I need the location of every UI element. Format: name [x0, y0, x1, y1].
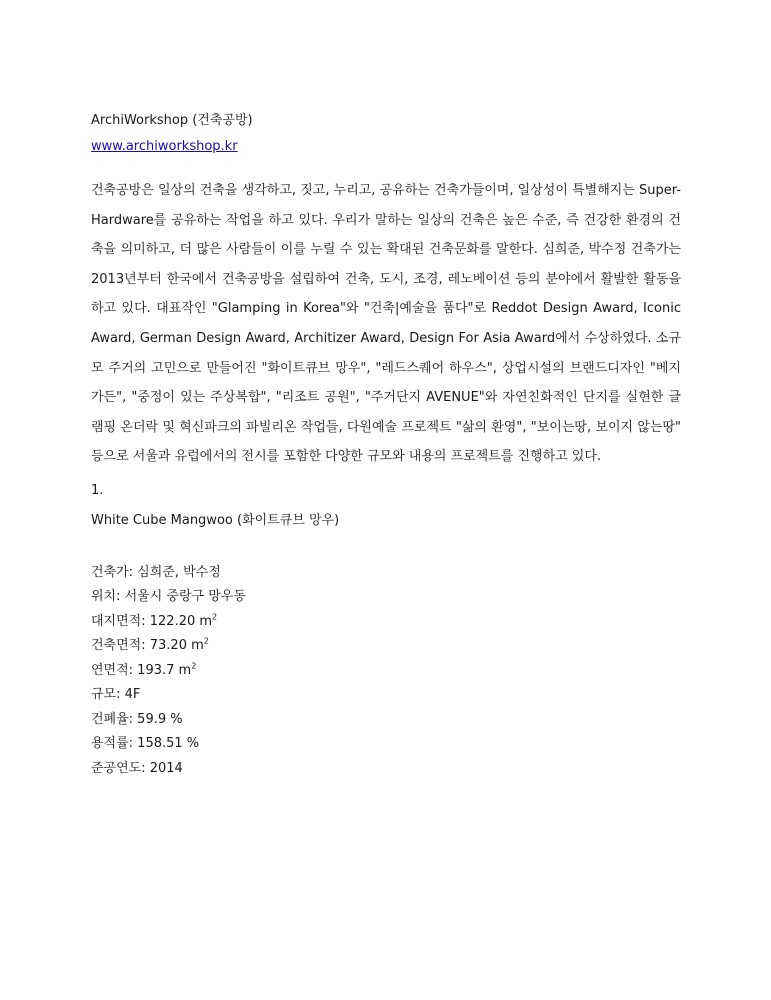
office-title: ArchiWorkshop (건축공방) — [91, 113, 253, 128]
intro-paragraph: 건축공방은 일상의 건축을 생각하고, 짓고, 누리고, 공유하는 건축가들이며, 일상성이 특별해지는 Super-Hardware를 공유하는 작업을 하고 있다. 우리가 말하는 일상의 건축은 높은 수준, 즉 건강한 환경의 건축을 의미하고, 더 많은 사람들이 이를 누릴 수 있는 확대된 건축문화를 말한다. 심희준, 박수정 건축가는 2013년부터 한국에서 건축공방을 설립하여 건축, 도시, 조경, 레노베이션 등의 분야에서 활발한 활동을 하고 있다. 대표작인 "Glamping in Korea"와 "건축|예술을 품다"로 Reddot Design Award, Iconic Award, German Design Award, Architizer Award, Design For Asia Award에서 수상하였다. 소규모 주거의 고민으로 만들어진 "화이트큐브 망우", "레드스퀘어 하우스", 상업시설의 브랜드디자인 "베지가든", "중정이 있는 주상복합", "리조트 공원", "주거단지 AVENUE"와 자연친화적인 단지를 실현한 글램핑 온더락 및 혁신파크의 파빌리온 작업들, 다원예술 프로젝트 "삶의 환영", "보이는땅, 보이지 않는땅" 등으로 서울과 유럽에서의 전시를 포함한 다양한 규모와 내용의 프로젝트를 진행하고 있다. — [91, 183, 681, 465]
spec-location: 위치: 서울시 중랑구 망우동 — [91, 589, 246, 604]
spec-coverage: 건폐율: 59.9 % — [91, 712, 183, 727]
spec-completion: 준공연도: 2014 — [91, 761, 183, 776]
office-website-link[interactable]: www.archiworkshop.kr — [91, 139, 238, 154]
spec-building-area: 건축면적: 73.20 $m^2$ — [91, 636, 209, 653]
project-number: 1. — [91, 483, 104, 498]
spec-floor-area: 연면적: 193.7 $m^2$ — [91, 661, 197, 678]
spec-site-area: 대지면적: 122.20 $m^2$ — [91, 612, 218, 629]
spec-architect: 건축가: 심희준, 박수정 — [91, 565, 221, 580]
project-name: White Cube Mangwoo (화이트큐브 망우) — [91, 513, 340, 528]
spec-scale: 규모: 4F — [91, 687, 141, 702]
spec-far: 용적률: 158.51 % — [91, 736, 200, 751]
